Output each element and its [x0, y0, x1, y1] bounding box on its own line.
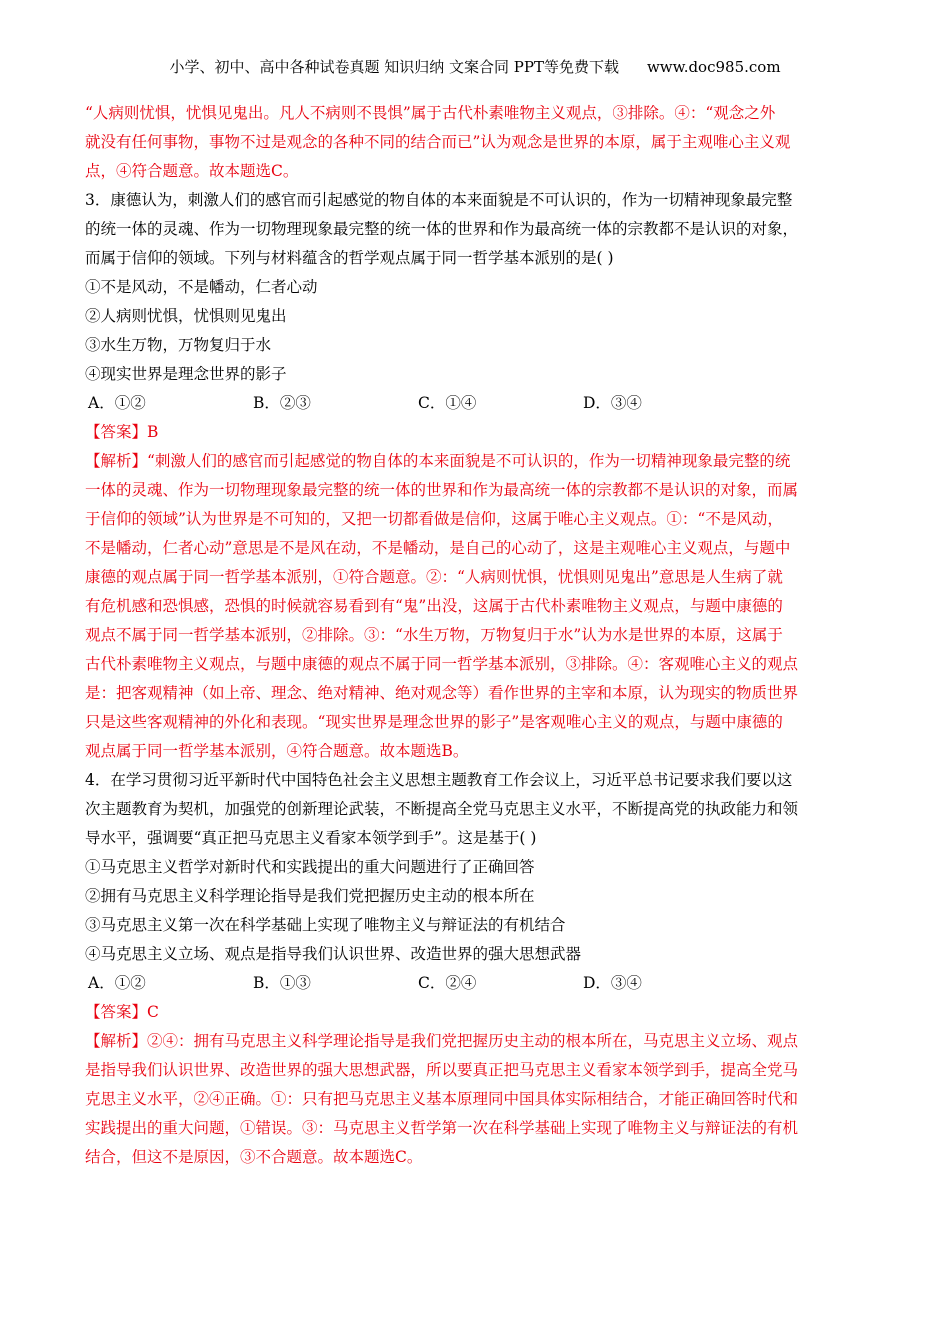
analysis-line: 克思主义水平，②④正确。①：只有把马克思主义基本原理同中国具体实际相结合，才能正确回答时代和 — [85, 1090, 799, 1108]
header-site: www.doc985.com — [646, 58, 781, 76]
option-d: D．③④ — [583, 974, 642, 992]
analysis-line: 观点不属于同一哲学基本派别，②排除。③：“水生万物，万物复归于水”认为水是世界的本原，这属于 — [85, 626, 783, 644]
analysis-line: 观点属于同一哲学基本派别，④符合题意。故本题选B。 — [85, 742, 469, 760]
option-c: C．②④ — [418, 974, 477, 992]
analysis-line: 就没有任何事物，事物不过是观念的各种不同的结合而已”认为观念是世界的本原，属于主观唯心主义观 — [85, 133, 791, 151]
analysis-line: 一体的灵魂、作为一切物理现象最完整的统一体的世界和作为最高统一体的宗教都不是认识的对象，而属 — [85, 481, 799, 499]
question-4 — [85, 766, 867, 1172]
analysis-line: 康德的观点属于同一哲学基本派别，①符合题意。②：“人病则忧惧，忧惧则见鬼出”意思是人生病了就 — [85, 568, 783, 586]
analysis-line: 古代朴素唯物主义观点，与题中康德的观点不属于同一哲学基本派别，③排除。④：客观唯心主义的观点 — [85, 655, 799, 673]
option-b: B．②③ — [253, 394, 311, 412]
question-stem-line: 4．在学习贯彻习近平新时代中国特色社会主义思想主题教育工作会议上，习近平总书记要求我们要以这 — [85, 771, 793, 789]
q2-analysis-tail — [85, 99, 867, 186]
question-item: ④马克思主义立场、观点是指导我们认识世界、改造世界的强大思想武器 — [85, 945, 582, 963]
option-a: A．①② — [88, 974, 146, 992]
analysis-line: 不是幡动，仁者心动”意思是不是风在动，不是幡动，是自己的心动了，这是主观唯心主义观点，与题中 — [85, 539, 791, 557]
analysis-line: 点，④符合题意。故本题选C。 — [85, 162, 299, 180]
analysis-line: 有危机感和恐惧感，恐惧的时候就容易看到有“鬼”出没，这属于古代朴素唯物主义观点，与题中康德的 — [85, 597, 783, 615]
answer-label: 【答案】B — [85, 423, 159, 441]
question-stem-line: 的统一体的灵魂、作为一切物理现象最完整的统一体的世界和作为最高统一体的宗教都不是认识的对象， — [85, 220, 799, 238]
option-a: A．①② — [88, 394, 146, 412]
option-c: C．①④ — [418, 394, 477, 412]
question-item: ④现实世界是理念世界的影子 — [85, 365, 287, 383]
analysis-line: 【解析】②④：拥有马克思主义科学理论指导是我们党把握历史主动的根本所在，马克思主义立场、观点 — [85, 1032, 799, 1050]
analysis-line: 实践提出的重大问题，①错误。③：马克思主义哲学第一次在科学基础上实现了唯物主义与辩证法的有机 — [85, 1119, 799, 1137]
question-stem-line: 次主题教育为契机，加强党的创新理论武装，不断提高全党马克思主义水平，不断提高党的执政能力和领 — [85, 800, 799, 818]
question-item: ①不是风动，不是幡动，仁者心动 — [85, 278, 318, 296]
document-body — [85, 99, 867, 1172]
question-stem-line: 导水平，强调要“真正把马克思主义看家本领学到手”。这是基于( ) — [85, 829, 537, 847]
question-3 — [85, 186, 867, 766]
question-item: ①马克思主义哲学对新时代和实践提出的重大问题进行了正确回答 — [85, 858, 535, 876]
answer-options — [85, 969, 867, 998]
analysis-line: 是：把客观精神（如上帝、理念、绝对精神、绝对观念等）看作世界的主宰和本原，认为现实的物质世界 — [85, 684, 799, 702]
answer-label: 【答案】C — [85, 1003, 159, 1021]
header-text: 小学、初中、高中各种试卷真题 知识归纳 文案合同 PPT等免费下载 — [169, 58, 619, 76]
analysis-line: 于信仰的领域”认为世界是不可知的，又把一切都看做是信仰，这属于唯心主义观点。①：“不是风动， — [85, 510, 783, 528]
analysis-line: 只是这些客观精神的外化和表现。“现实世界是理念世界的影子”是客观唯心主义的观点，与题中康德的 — [85, 713, 783, 731]
question-item: ③马克思主义第一次在科学基础上实现了唯物主义与辩证法的有机结合 — [85, 916, 566, 934]
question-item: ②拥有马克思主义科学理论指导是我们党把握历史主动的根本所在 — [85, 887, 535, 905]
question-stem-line: 而属于信仰的领域。下列与材料蕴含的哲学观点属于同一哲学基本派别的是( ) — [85, 249, 614, 267]
analysis-line: “人病则忧惧，忧惧见鬼出。凡人不病则不畏惧”属于古代朴素唯物主义观点，③排除。④：“观念之外 — [85, 104, 776, 122]
answer-options — [85, 389, 867, 418]
question-item: ②人病则忧惧，忧惧则见鬼出 — [85, 307, 287, 325]
page-header — [0, 56, 950, 78]
option-b: B．①③ — [253, 974, 311, 992]
analysis-line: 是指导我们认识世界、改造世界的强大思想武器，所以要真正把马克思主义看家本领学到手，提高全党马 — [85, 1061, 799, 1079]
analysis-line: 结合，但这不是原因，③不合题意。故本题选C。 — [85, 1148, 423, 1166]
question-item: ③水生万物，万物复归于水 — [85, 336, 272, 354]
option-d: D．③④ — [583, 394, 642, 412]
analysis-line: 【解析】“刺激人们的感官而引起感觉的物自体的本来面貌是不可认识的，作为一切精神现象最完整的统 — [85, 452, 791, 470]
question-stem-line: 3．康德认为，刺激人们的感官而引起感觉的物自体的本来面貌是不可认识的，作为一切精神现象最完整 — [85, 191, 793, 209]
